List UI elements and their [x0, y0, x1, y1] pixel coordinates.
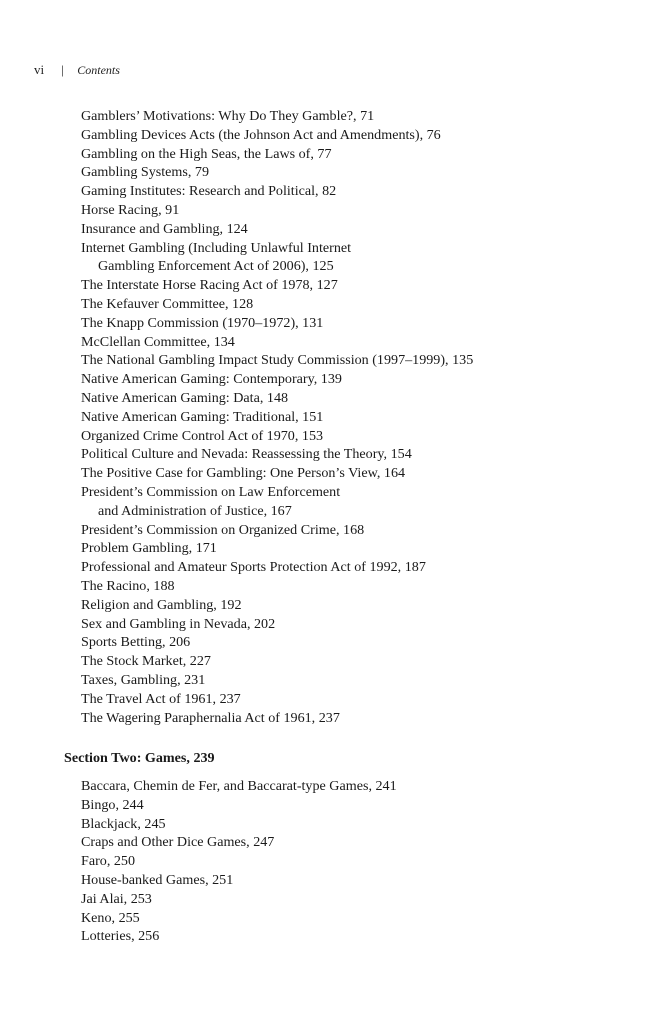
toc-entry: The Wagering Paraphernalia Act of 1961, 237 [81, 709, 340, 726]
toc-entry: Craps and Other Dice Games, 247 [81, 834, 275, 851]
toc-entry: Baccara, Chemin de Fer, and Baccarat-type Games, 241 [81, 778, 397, 794]
toc-entry: House-banked Games, 251 [81, 871, 234, 888]
page-number: vi [34, 62, 45, 77]
toc-entry: Religion and Gambling, 192 [81, 596, 242, 613]
running-head [34, 62, 120, 78]
toc-entry: The Travel Act of 1961, 237 [81, 690, 241, 707]
toc-entry: Blackjack, 245 [81, 815, 166, 832]
toc-entry: The Interstate Horse Racing Act of 1978, 127 [81, 277, 338, 294]
toc-entry: The Stock Market, 227 [81, 653, 211, 670]
toc-entry: Faro, 250 [81, 853, 136, 870]
toc-entry: Gambling Devices Acts (the Johnson Act and Amendments), 76 [81, 126, 441, 143]
contents-list [81, 107, 621, 727]
running-title: Contents [77, 63, 120, 77]
toc-entry: Horse Racing, 91 [81, 201, 180, 218]
toc-entry: Sports Betting, 206 [81, 634, 191, 651]
toc-entry: Gambling on the High Seas, the Laws of, 77 [81, 145, 332, 162]
toc-entry: Political Culture and Nevada: Reassessing the Theory, 154 [81, 446, 412, 463]
toc-entry-line: President’s Commission on Law Enforcement [81, 483, 341, 500]
toc-entry: The Positive Case for Gambling: One Person’s View, 164 [81, 465, 406, 482]
toc-entry: The Kefauver Committee, 128 [81, 295, 254, 312]
toc-entry: Native American Gaming: Contemporary, 139 [81, 371, 342, 388]
toc-entry: Sex and Gambling in Nevada, 202 [81, 615, 276, 632]
toc-entry: The Knapp Commission (1970–1972), 131 [81, 314, 324, 331]
toc-entry: President’s Commission on Organized Crime, 168 [81, 521, 365, 538]
toc-entry: Organized Crime Control Act of 1970, 153 [81, 427, 324, 444]
toc-entry: Bingo, 244 [81, 796, 144, 813]
toc-entry-line: Internet Gambling (Including Unlawful Internet [81, 239, 352, 256]
toc-entry-continuation: Gambling Enforcement Act of 2006), 125 [98, 258, 334, 275]
toc-entry: Lotteries, 256 [81, 928, 160, 945]
toc-entry: Native American Gaming: Traditional, 151 [81, 408, 324, 425]
toc-entry: Gaming Institutes: Research and Political, 82 [81, 183, 337, 200]
toc-entry: The National Gambling Impact Study Commission (1997–1999), 135 [81, 352, 474, 369]
toc-entry [81, 239, 621, 277]
toc-entry: Gambling Systems, 79 [81, 164, 210, 181]
section-two-list [81, 777, 621, 946]
toc-entry: Taxes, Gambling, 231 [81, 671, 206, 688]
section-heading: Section Two: Games, 239 [64, 750, 215, 766]
toc-entry: Professional and Amateur Sports Protection Act of 1992, 187 [81, 559, 426, 576]
toc-entry: Gamblers’ Motivations: Why Do They Gamble?, 71 [81, 108, 375, 124]
toc-entry [81, 483, 621, 521]
header-separator: | [61, 62, 64, 77]
toc-entry: Native American Gaming: Data, 148 [81, 389, 289, 406]
toc-entry: Insurance and Gambling, 124 [81, 220, 248, 237]
toc-entry: Jai Alai, 253 [81, 890, 152, 907]
toc-entry-continuation: and Administration of Justice, 167 [98, 502, 292, 519]
toc-entry: Keno, 255 [81, 909, 140, 926]
toc-entry: The Racino, 188 [81, 577, 175, 594]
toc-entry: McClellan Committee, 134 [81, 333, 235, 350]
toc-entry: Problem Gambling, 171 [81, 540, 217, 557]
